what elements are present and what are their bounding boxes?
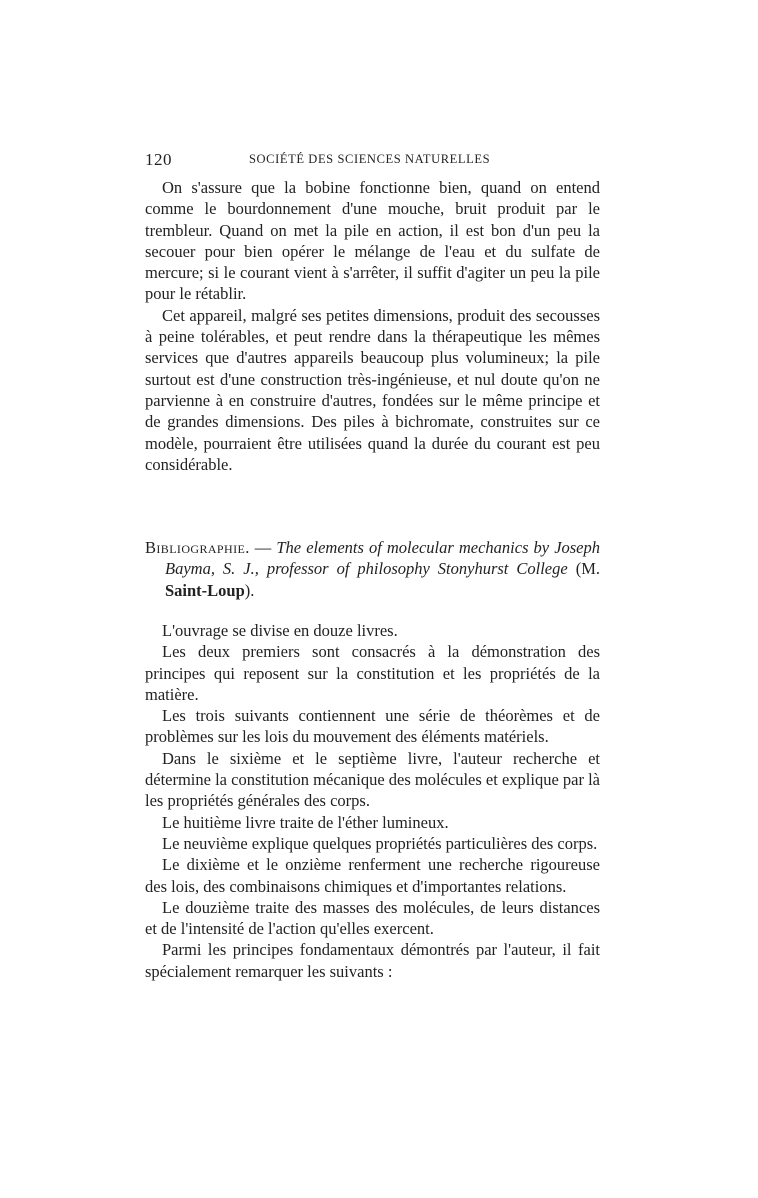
section-review-text <box>145 620 600 982</box>
author-open: (M. <box>567 559 600 579</box>
paragraph: Dans le sixième et le septième livre, l'auteur recherche et détermine la constitution mécanique des molécules et explique par là les propriétés générales des corps. <box>145 748 600 811</box>
bibliography-dash: — <box>249 538 277 557</box>
paragraph: L'ouvrage se divise en douze livres. <box>162 621 398 640</box>
page-header <box>145 150 600 170</box>
paragraph: Les deux premiers sont consacrés à la démonstration des principes qui reposent sur la constitution et les propriétés de la matière. <box>145 642 600 704</box>
book-title: The elements of molecular mechanics by Joseph Bayma, S. J., professor of philosophy Stonyhurst College <box>165 538 601 579</box>
paragraph: Le huitième livre traite de l'éther lumineux. <box>162 812 449 832</box>
paragraph: On s'assure que la bobine fonctionne bien, quand on entend comme le bourdonnement d'une mouche, bruit produit par le trembleur. Quand on met la pile en action, il est bon d'un peu la secouer pour bien opérer le mélange de l'eau et du sulfate de mercure; si le courant vient à s'arrêter, il suffit d'agiter un peu la pile pour le rétablir. <box>145 178 600 304</box>
page-number: 120 <box>145 150 172 169</box>
author-close: ). <box>244 580 255 600</box>
paragraph: Le dixième et le onzième renferment une recherche rigoureuse des lois, des combinaisons chimiques et d'importantes relations. <box>145 855 600 896</box>
bibliography-entry <box>145 537 600 601</box>
running-head: SOCIÉTÉ DES SCIENCES NATURELLES <box>249 152 491 166</box>
paragraph: Parmi les principes fondamentaux démontrés par l'auteur, il fait spécialement remarquer les suivants : <box>145 940 600 981</box>
reviewer-name: Saint-Loup <box>165 580 245 600</box>
paragraph: Le douzième traite des masses des molécules, de leurs distances et de l'intensité de l'action qu'elles exercent. <box>145 897 600 939</box>
paragraph: Le neuvième explique quelques propriétés particulières des corps. <box>162 833 598 853</box>
paragraph: Les trois suivants contiennent une série de théorèmes et de problèmes sur les lois du mouvement des éléments matériels. <box>145 706 600 747</box>
bibliography-paragraph <box>145 537 600 601</box>
section-apparatus-text <box>145 177 600 475</box>
paragraph: Cet appareil, malgré ses petites dimensions, produit des secousses à peine tolérables, et peut rendre dans la thérapeutique les mêmes services que d'autres appareils beaucoup plus volumineux; la pile surtout est d'une construction très-ingénieuse, et nul doute qu'on ne parvienne à en construire d'autres, fondées sur le même principe et de grandes dimensions. Des piles à bichromate, construites sur ce modèle, pourraient être utilisées quand la durée du courant est peu considérable. <box>145 305 600 474</box>
bibliography-label: Bibliographie. <box>145 538 250 557</box>
